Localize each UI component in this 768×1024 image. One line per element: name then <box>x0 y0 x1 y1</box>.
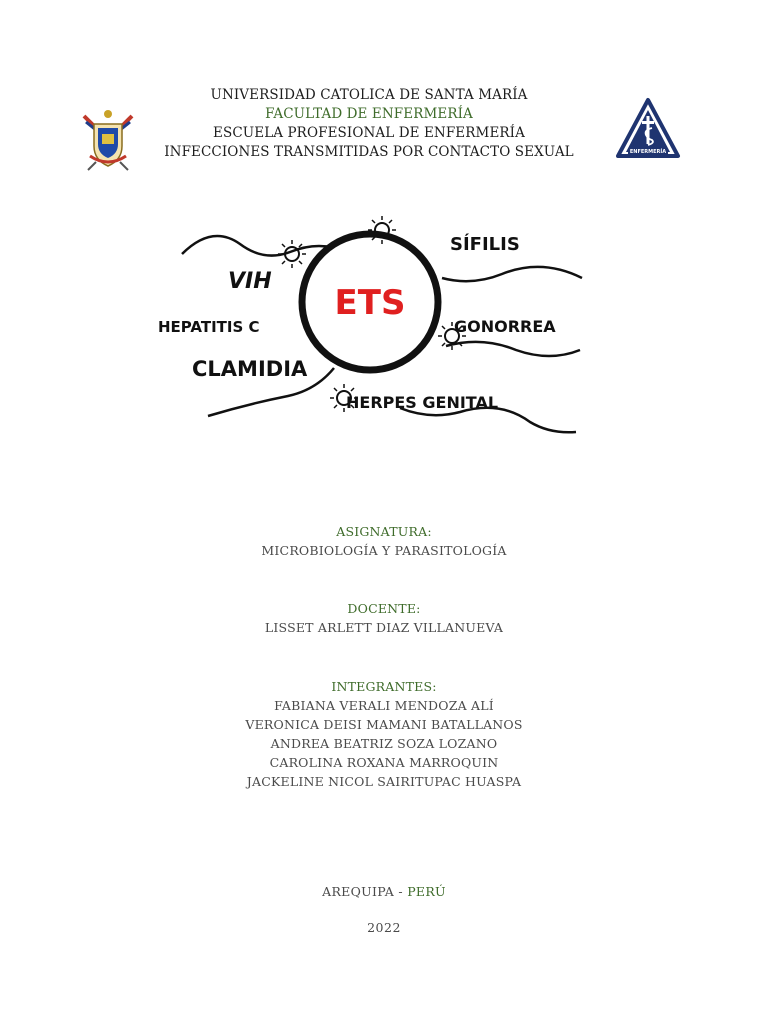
footer-separator: - <box>394 884 408 899</box>
nursing-triangle-emblem-icon <box>614 96 682 168</box>
faculty-name: FACULTAD DE ENFERMERÍA <box>265 106 473 122</box>
label-sifilis: SÍFILIS <box>450 234 520 255</box>
label-clamidia: CLAMIDIA <box>192 357 308 381</box>
label-herpes-genital: HERPES GENITAL <box>346 393 499 412</box>
ets-illustration <box>150 208 590 440</box>
course-heading: ASIGNATURA: <box>336 524 432 539</box>
footer-location <box>0 884 768 899</box>
label-hepatitis-c: HEPATITIS C <box>158 318 260 336</box>
emblem-label: ENFERMERÍA <box>629 149 667 155</box>
member-name: ANDREA BEATRIZ SOZA LOZANO <box>270 736 498 751</box>
label-gonorrea: GONORREA <box>454 317 556 336</box>
members-section <box>0 677 768 791</box>
label-vih: VIH <box>228 269 272 294</box>
member-name: CAROLINA ROXANA MARROQUIN <box>269 755 499 770</box>
members-heading: INTEGRANTES: <box>331 679 437 694</box>
footer-year: 2022 <box>367 920 401 935</box>
course-value: MICROBIOLOGÍA Y PARASITOLOGÍA <box>261 543 507 558</box>
school-name: ESCUELA PROFESIONAL DE ENFERMERÍA <box>213 125 525 141</box>
university-name: UNIVERSIDAD CATOLICA DE SANTA MARÍA <box>210 87 528 103</box>
teacher-value: LISSET ARLETT DIAZ VILLANUEVA <box>264 620 504 635</box>
footer-country: PERÚ <box>407 884 446 899</box>
member-name: FABIANA VERALI MENDOZA ALÍ <box>274 698 494 713</box>
topic-title: INFECCIONES TRANSMITIDAS POR CONTACTO SEXUAL <box>164 144 574 160</box>
course-section <box>0 522 768 560</box>
teacher-section <box>0 599 768 637</box>
member-name: VERONICA DEISI MAMANI BATALLANOS <box>245 717 523 732</box>
member-name: JACKELINE NICOL SAIRITUPAC HUASPA <box>246 774 522 789</box>
footer-city: AREQUIPA <box>322 884 395 899</box>
teacher-heading: DOCENTE: <box>347 601 421 616</box>
ets-label: ETS <box>334 283 406 323</box>
